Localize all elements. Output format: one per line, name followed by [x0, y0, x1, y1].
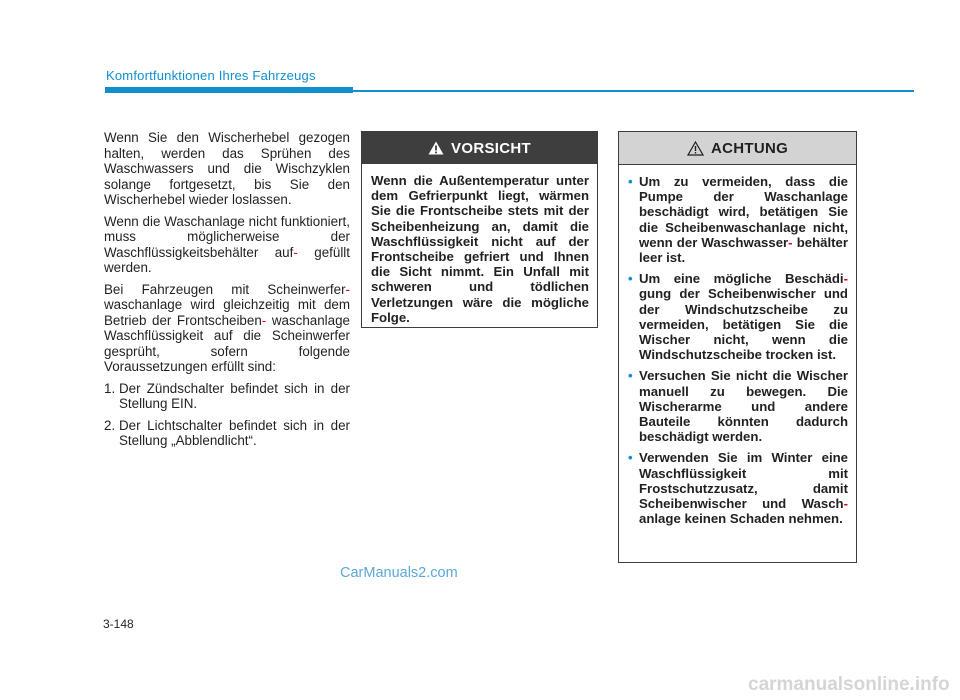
list-item-text: Um eine mögliche Beschädi	[639, 271, 844, 287]
section-rule	[353, 90, 914, 92]
paragraph-text: waschanlage Waschflüssigkeit auf die Scheinwerfer gesprüht, sofern folgende Voraussetzungen erfüllt sind:	[104, 312, 350, 374]
list-number: 2.	[104, 417, 116, 433]
watermark-link[interactable]: CarManuals2.com	[340, 565, 458, 581]
list-item	[104, 418, 350, 449]
section-title-bar	[105, 87, 353, 93]
list-item-text: Der Lichtschalter befindet sich in der Stellung „Abblendlicht“.	[119, 417, 350, 448]
page-number: 3-148	[103, 617, 134, 631]
notice-text	[619, 165, 856, 526]
caution-header	[362, 132, 597, 164]
paragraph-headlamp-washer	[104, 282, 350, 375]
list-item	[628, 368, 848, 444]
section-title: Komfortfunktionen Ihres Fahrzeugs	[106, 68, 316, 83]
list-item	[628, 174, 848, 265]
caution-box	[361, 131, 598, 328]
list-number: 1.	[104, 380, 116, 396]
paragraph-text: Bei Fahrzeugen mit Scheinwerfer	[104, 281, 346, 297]
list-item-text: Versuchen Sie nicht die Wischer manuell zu bewegen. Die Wischerarme und andere Bauteile könnten dadurch beschädigt werden.	[639, 368, 848, 445]
paragraph-text: Wenn die Waschanlage nicht funktioniert, muss möglicherweise der Waschflüssigkeitsbehälter auf	[104, 213, 350, 260]
list-item-text: anlage keinen Schaden nehmen.	[639, 511, 843, 527]
paragraph-text: waschanlage wird gleichzeitig mit dem Betrieb der Frontscheiben	[104, 297, 350, 328]
notice-box	[618, 131, 857, 563]
body-text-column	[104, 130, 350, 455]
hyphen: -	[345, 281, 350, 297]
list-item	[104, 381, 350, 412]
notice-title: ACHTUNG	[710, 139, 789, 157]
hyphen: -	[843, 271, 848, 287]
list-item-text: Der Zündschalter befindet sich in der Stellung EIN.	[119, 380, 350, 411]
list-item-text: behälter leer ist.	[639, 234, 848, 266]
list-item-text: Um zu vermeiden, dass die Pumpe der Waschanlage beschädigt wird, betätigen Sie die Scheibenwaschanlage nicht, wenn der Waschwasser	[639, 174, 848, 250]
caution-text: Wenn die Außentemperatur unter dem Gefrierpunkt liegt, wärmen Sie die Frontscheibe stets mit der Scheibenheizung an, damit die Waschflüssigkeit nicht auf der Frontscheibe gefriert und Ihnen die Sicht nimmt. Ein Unfall mit schweren und tödlichen Verletzungen wäre die mögliche Folge.	[371, 173, 589, 325]
conditions-list	[104, 381, 350, 449]
list-item	[628, 271, 848, 362]
caution-title: VORSICHT	[451, 139, 531, 157]
notice-list	[628, 174, 848, 526]
footer-watermark: carmanualsonline.info	[748, 674, 950, 695]
paragraph-washer-refill	[104, 214, 350, 276]
warning-triangle-icon	[428, 141, 444, 155]
list-item-text: Verwenden Sie im Winter eine Waschflüssigkeit mit Frostschutzzusatz, damit Scheibenwischer und Wasch	[639, 450, 848, 512]
hyphen: -	[788, 234, 793, 250]
bullet: •	[628, 450, 633, 466]
notice-header	[619, 132, 856, 165]
hyphen: -	[261, 312, 267, 328]
paragraph-wiper-hold: Wenn Sie den Wischerhebel gezogen halten, werden das Sprühen des Waschwassers und die Wischzyklen solange fortgesetzt, bis Sie den Wischerhebel wieder loslassen.	[104, 130, 350, 207]
bullet: •	[628, 174, 633, 189]
list-item-text: gung der Scheibenwischer und der Windschutzscheibe zu vermeiden, betätigen Sie die Wischer nicht, wenn die Windschutzscheibe trocken ist.	[639, 286, 848, 363]
list-item	[628, 450, 848, 526]
hyphen: -	[843, 496, 848, 512]
paragraph-text: gefüllt werden.	[104, 244, 350, 275]
bullet: •	[628, 368, 633, 384]
hyphen: -	[293, 244, 298, 260]
warning-triangle-outline-icon	[687, 141, 704, 156]
bullet: •	[628, 271, 633, 287]
